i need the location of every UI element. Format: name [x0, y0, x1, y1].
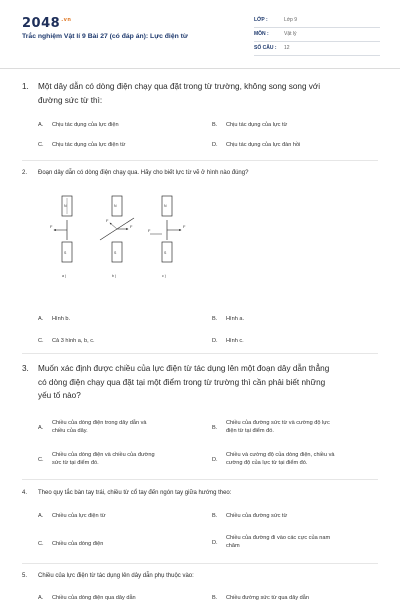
force-diagram-figure: [48, 192, 198, 282]
divider: [22, 353, 378, 354]
meta-question-count: SỐ CÂU : 12: [254, 42, 380, 56]
caption-b: b ): [112, 274, 117, 278]
pole-label: N: [114, 204, 117, 208]
divider: [22, 160, 378, 161]
header-divider: [0, 68, 400, 69]
site-logo[interactable]: $2048^{.vn}$: [22, 16, 72, 31]
divider: [22, 479, 378, 480]
question-text: Muốn xác định được chiều của lực điện từ tác dụng lên một đoạn dây dẫn thẳng có dòng điện chạy qua đặt tại một điểm trong từ trường thì cần phải biết những yếu tố nào?: [38, 364, 330, 400]
question-text: Một dây dẫn có dòng điện chạy qua đặt trong từ trường, không song song với đường sức từ thì:: [38, 82, 321, 105]
pole-label: N: [64, 204, 67, 208]
pole-label: N: [164, 204, 167, 208]
divider: [22, 563, 378, 564]
pole-label: S: [114, 251, 117, 255]
force-label: F: [50, 224, 53, 229]
caption-a: a ): [62, 274, 67, 278]
diagram-c: [148, 196, 186, 278]
diagram-a: [50, 196, 72, 278]
force-label: F: [148, 228, 151, 233]
pole-label: S: [64, 251, 67, 255]
force-label: F: [106, 218, 109, 223]
meta-subject: MÔN : Vật lý: [254, 28, 380, 42]
force-label: F: [183, 224, 186, 229]
document-header: [0, 0, 400, 68]
force-diagram: [48, 192, 198, 282]
page-title: Trắc nghiệm Vật lí 9 Bài 27 (có đáp án): Lực điện từ: [22, 33, 188, 40]
meta-class: LỚP : Lớp 9: [254, 14, 380, 28]
pole-label: S: [164, 251, 167, 255]
force-label: F: [130, 224, 133, 229]
diagram-b: [100, 196, 134, 278]
caption-c: c ): [162, 274, 166, 278]
